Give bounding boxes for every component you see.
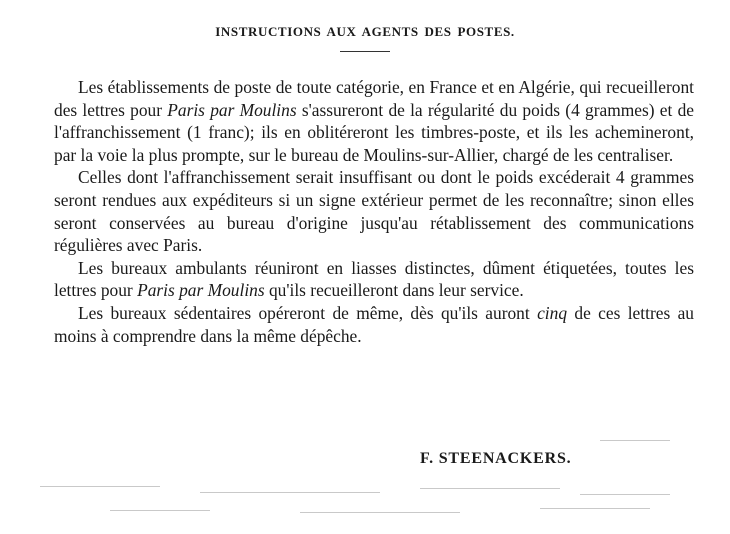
signature: F. STEENACKERS. <box>420 450 572 467</box>
page-heading: INSTRUCTIONS AUX AGENTS DES POSTES. <box>215 24 515 39</box>
paragraph-text: Les bureaux ambulants réuniront en liasses distinctes, dûment étiquetées, toutes les lettres pour <box>54 257 694 301</box>
paragraph-text: de ces lettres au moins à comprendre dans la même dépêche. <box>54 302 694 346</box>
italic-destination: Paris par Moulins <box>137 280 265 301</box>
heading-rule <box>340 51 390 52</box>
instructions-body <box>54 76 694 347</box>
paragraph-text: Les établissements de poste de toute catégorie, en France et en Algérie, qui recueilleront des lettres pour <box>54 77 694 120</box>
paragraph-ambulant-offices <box>54 257 694 302</box>
paragraph-sedentary-offices <box>54 302 694 347</box>
paragraph-text: s'assureront de la régularité du poids (4 grammes) et de l'affranchissement (1 franc); ils en oblitéreront les timbres-poste, et ils les achemineront, par la voie la plus prompte, sur le bureau de Moulins-sur-Allier, chargé de les centraliser. <box>54 99 694 165</box>
italic-destination: Paris par Moulins <box>167 99 297 120</box>
paragraph-insufficient <box>54 166 694 256</box>
paragraph-text: Les bureaux sédentaires opéreront de même, dès qu'ils auront <box>78 302 538 323</box>
italic-count: cinq <box>537 302 568 323</box>
paragraph-text: qu'ils recueilleront dans leur service. <box>264 280 524 301</box>
paragraph-text: Celles dont l'affranchissement serait insuffisant ou dont le poids excéderait 4 grammes seront rendues aux expéditeurs si un signe extérieur permet de les reconnaître; sinon elles seront conservées au bureau d'origine jusqu'au rétablissement des communications régulières avec Paris. <box>54 167 694 256</box>
paragraph-establishments <box>54 76 694 166</box>
